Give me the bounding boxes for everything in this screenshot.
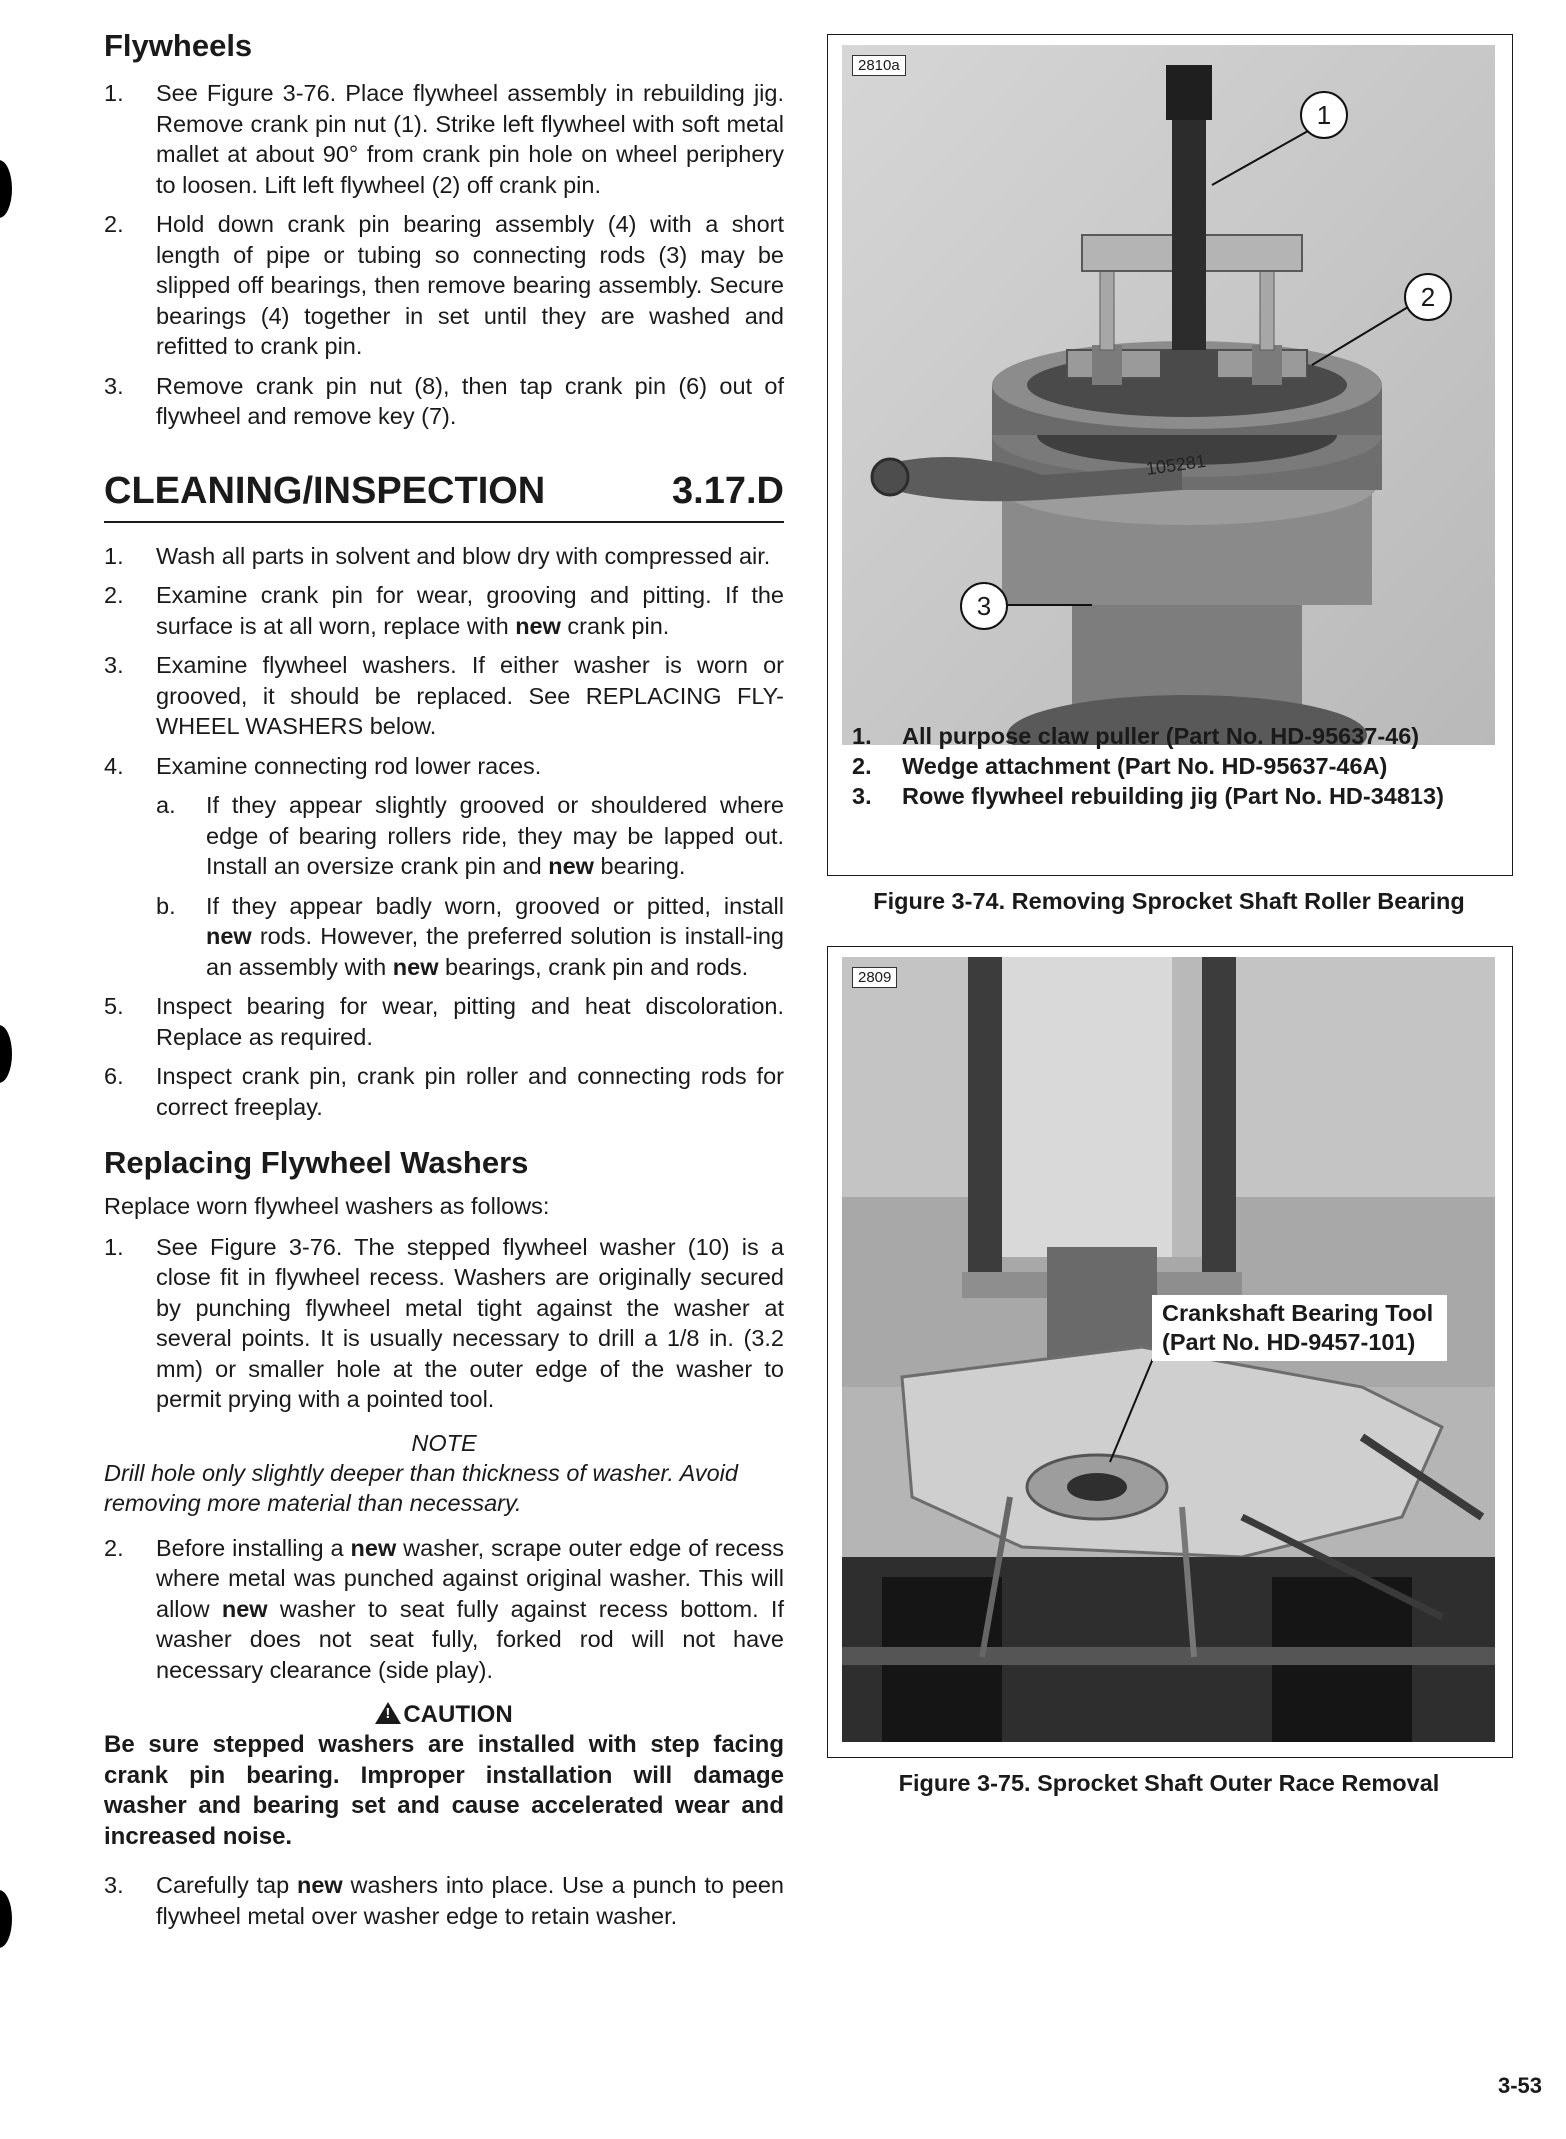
warning-icon	[375, 1702, 401, 1724]
section-heading	[104, 467, 784, 515]
item-number: 2.	[104, 1534, 124, 1561]
caution-text: Be sure stepped washers are installed with step facing crank pin bearing. Improper installation will damage washer and bearing set and cause accelerated wear and increased noise.	[104, 1731, 784, 1850]
item-text: Examine connecting rod lower races.	[156, 752, 542, 779]
item-text: See Figure 3-76. Place flywheel assembly in rebuilding jig. Remove crank pin nut (1). Strike left flywheel with soft metal mallet at about 90° from crank pin hole on wheel periphery to loosen. Lift left flywheel (2) off crank pin.	[156, 80, 784, 198]
callout-1: 1	[1300, 91, 1348, 139]
list-item	[104, 650, 784, 742]
text-run: Carefully tap	[156, 1872, 297, 1898]
item-number: 2.	[104, 211, 124, 237]
item-text	[156, 1533, 784, 1686]
figure-3-75	[827, 946, 1513, 1758]
item-text: Inspect bearing for wear, pitting and heat discoloration. Replace as required.	[156, 993, 784, 1050]
photo-tag: 2810a	[852, 55, 906, 76]
bold-run: new	[392, 953, 439, 980]
washers-intro: Replace worn flywheel washers as follows:	[104, 1193, 550, 1219]
bold-run: new	[515, 612, 561, 639]
text-run: If they appear badly worn, grooved or pitted, install	[206, 892, 784, 919]
text-run: washer to seat fully against recess bottom. If washer does not seat fully, forked rod will not have necessary clearance (side play).	[156, 1595, 784, 1683]
binder-hole	[0, 1025, 12, 1083]
right-column	[827, 34, 1511, 1798]
bold-run: new	[297, 1872, 343, 1898]
binder-hole	[0, 1890, 12, 1948]
item-text: Hold down crank pin bearing assembly (4) with a short length of pipe or tubing so connecting rods (3) may be slipped off bearings, then remove bearing assembly. Secure bearings (4) together in set until they are washed and refitted to crank pin.	[156, 211, 784, 359]
legend-number: 1.	[852, 723, 872, 749]
list-item	[104, 371, 784, 432]
list-item	[104, 751, 784, 782]
item-text: Wash all parts in solvent and blow dry with compressed air.	[156, 542, 771, 569]
note-text: Drill hole only slightly deeper than thickness of washer. Avoid removing more material than necessary.	[104, 1459, 738, 1516]
figure-3-75-caption: Figure 3-75. Sprocket Shaft Outer Race Removal	[898, 1770, 1440, 1796]
list-item	[104, 78, 784, 200]
photo-tag: 2809	[852, 967, 897, 988]
text-run: bearings, crank pin and rods.	[438, 953, 749, 980]
flywheel-stamp: 105281	[1144, 450, 1208, 479]
item-number: 2.	[104, 582, 124, 608]
list-item	[104, 1061, 784, 1122]
legend-row	[852, 781, 1496, 811]
figure-3-74-caption: Figure 3-74. Removing Sprocket Shaft Roller Bearing	[873, 888, 1465, 914]
text-run: rods. However, the preferred solution is install-ing an assembly with	[206, 923, 784, 980]
caution-label: CAUTION	[403, 1701, 513, 1728]
subitem-letter: b.	[156, 892, 176, 919]
item-text: Remove crank pin nut (8), then tap crank pin (6) out of flywheel and remove key (7).	[156, 372, 784, 429]
callout-3: 3	[960, 582, 1008, 630]
item-number: 3.	[104, 1872, 124, 1898]
subitem-text	[206, 891, 784, 983]
text-run: crank pin.	[560, 612, 670, 639]
subitem-letter: a.	[156, 792, 176, 818]
item-number: 6.	[104, 1063, 124, 1089]
list-item	[104, 541, 784, 572]
tool-label-line1: Crankshaft Bearing Tool	[1162, 1300, 1434, 1326]
bold-run: new	[548, 853, 594, 879]
binder-hole	[0, 160, 12, 218]
legend-text: Rowe flywheel rebuilding jig (Part No. HD-34813)	[902, 783, 1444, 809]
list-item	[104, 209, 784, 362]
item-text	[156, 580, 784, 641]
figure-3-75-photo	[842, 957, 1495, 1742]
item-text: Examine flywheel washers. If either washer is worn or grooved, it should be replaced. See REPLACING FLY-WHEEL WASHERS below.	[156, 652, 784, 739]
callout-2: 2	[1404, 273, 1452, 321]
item-number: 4.	[104, 752, 124, 779]
left-column	[104, 24, 784, 1940]
legend-text: Wedge attachment (Part No. HD-95637-46A)	[902, 753, 1388, 779]
flywheels-heading: Flywheels	[104, 28, 253, 63]
section-title: CLEANING/INSPECTION	[104, 469, 546, 512]
legend-row	[852, 721, 1496, 751]
text-run: If they appear slightly grooved or shouldered where edge of bearing rollers ride, they may be lapped out. Install an oversize crank pin and	[206, 792, 784, 879]
section-rule	[104, 521, 784, 523]
text-run: Before installing a	[156, 1534, 351, 1561]
legend-text: All purpose claw puller (Part No. HD-95637-46)	[902, 723, 1420, 749]
text-run: bearing.	[593, 853, 686, 879]
item-number: 5.	[104, 993, 124, 1019]
text-run: washers into place. Use a punch to peen flywheel metal over washer edge to retain washer.	[156, 1872, 784, 1929]
list-item	[104, 1870, 784, 1931]
washers-heading: Replacing Flywheel Washers	[104, 1145, 529, 1180]
text-run: Examine crank pin for wear, grooving and pitting. If the surface is at all worn, replace with	[156, 582, 784, 639]
page-number: 3-53	[1497, 2073, 1542, 2098]
list-item	[104, 580, 784, 641]
item-number: 1.	[104, 1233, 124, 1260]
list-item	[104, 1533, 784, 1686]
item-number: 3.	[104, 652, 124, 678]
item-number: 3.	[104, 372, 124, 399]
item-number: 1.	[104, 80, 124, 106]
section-number: 3.17.D	[672, 469, 784, 512]
text-run: washer, scrape outer edge of recess where metal was punched against original washer. This will allow	[156, 1534, 784, 1622]
bold-run: new	[221, 1595, 268, 1622]
figure-3-74-legend	[852, 721, 1496, 811]
legend-number: 3.	[852, 783, 872, 809]
legend-number: 2.	[852, 753, 872, 779]
list-item	[104, 991, 784, 1052]
item-text: See Figure 3-76. The stepped flywheel washer (10) is a close fit in flywheel recess. Washers are originally secured by punching flywheel metal tight against the washer at several points. It is usually necessary to drill a 1/8 in. (3.2 mm) or smaller hole at the outer edge of the washer to permit prying with a pointed tool.	[156, 1233, 784, 1412]
figure-3-74	[827, 34, 1513, 876]
item-text: Inspect crank pin, crank pin roller and connecting rods for correct freeplay.	[156, 1063, 784, 1120]
caution-heading	[104, 1700, 784, 1730]
subitem-text	[206, 790, 784, 882]
tool-label-line2: (Part No. HD-9457-101)	[1162, 1329, 1416, 1355]
note-label: NOTE	[411, 1429, 477, 1456]
list-subitem	[156, 790, 784, 882]
item-text	[156, 1870, 784, 1931]
legend-row	[852, 751, 1496, 781]
tool-label	[1152, 1295, 1447, 1361]
list-item	[104, 1232, 784, 1415]
figure-3-74-photo	[842, 45, 1495, 745]
item-number: 1.	[104, 542, 124, 569]
list-subitem	[156, 891, 784, 983]
bold-run: new	[206, 923, 252, 949]
leader-lines	[842, 45, 1495, 745]
bold-run: new	[350, 1534, 397, 1561]
